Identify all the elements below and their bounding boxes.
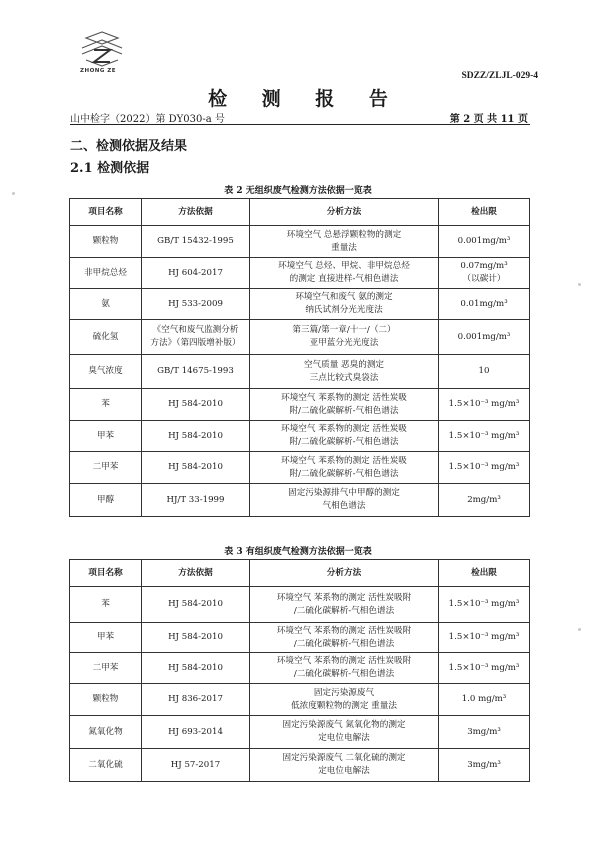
method-line: 环境空气 苯系物的测定 活性炭吸附: [276, 625, 412, 636]
method-basis: HJ 533-2009: [142, 289, 250, 320]
item-name: 颗粒物: [70, 226, 142, 258]
analysis-method: [250, 258, 439, 289]
subsection-heading: 2.1 检测依据: [70, 161, 150, 176]
item-name: 甲醇: [70, 484, 142, 517]
report-number: 山中检字（2022）第 DY030-a 号: [70, 114, 225, 125]
logo-text: ZHONG ZE: [80, 68, 117, 74]
method-line: 气相色谱法: [322, 501, 366, 511]
item-name: 苯: [70, 389, 142, 421]
table-row: [70, 421, 530, 452]
detection-limit: 1.5×10⁻³ mg/m³: [439, 623, 530, 653]
analysis-method: [250, 749, 439, 782]
table2-header-name: 项目名称: [70, 199, 142, 226]
method-basis: GB/T 15432-1995: [142, 226, 250, 258]
table3-caption: 表 3 有组织废气检测方法依据一览表: [224, 547, 372, 557]
detection-limit: 0.01mg/m³: [439, 289, 530, 320]
method-line: /二硫化碳解析-气相色谱法: [293, 638, 395, 649]
analysis-method: [250, 716, 439, 749]
basis-line: 《空气和废气监测分析: [152, 325, 239, 335]
method-basis: HJ 604-2017: [142, 258, 250, 289]
item-name: 非甲烷总烃: [70, 258, 142, 289]
method-line: 环境空气和废气 氨的测定: [295, 292, 393, 302]
page-title: 检 测 报 告: [208, 88, 402, 110]
method-basis: HJ 584-2010: [142, 389, 250, 421]
item-name: 臭气浓度: [70, 355, 142, 389]
method-line: 固定污染源废气 二氧化硫的测定: [282, 753, 406, 763]
table-row: [70, 355, 530, 389]
table-row: [70, 389, 530, 421]
method-line: 定电位电解法: [318, 733, 370, 743]
method-line: 纳氏试剂分光光度法: [305, 305, 383, 315]
analysis-method: [250, 226, 439, 258]
table-row: [70, 684, 530, 716]
method-line: 环境空气 总悬浮颗粒物的测定: [286, 229, 402, 240]
table3-header-method: 分析方法: [250, 560, 439, 587]
item-name: 颗粒物: [70, 684, 142, 716]
table-row: [70, 226, 530, 258]
method-line: 环境空气 苯系物的测定 活性炭吸: [281, 424, 407, 434]
method-line: /二硫化碳解析-气相色谱法: [293, 605, 395, 616]
method-line: /二硫化碳解析-气相色谱法: [293, 669, 395, 679]
analysis-method: [250, 320, 439, 355]
method-line: 环境空气 苯系物的测定 活性炭吸附: [276, 656, 412, 666]
header-divider: [70, 124, 530, 125]
table3-header-name: 项目名称: [70, 560, 142, 587]
detection-limit: 3mg/m³: [439, 716, 530, 749]
table-row: [70, 623, 530, 653]
limit-note: （以碳计）: [462, 274, 506, 284]
item-name: 甲苯: [70, 421, 142, 452]
item-name: 氮氧化物: [70, 716, 142, 749]
item-name: 二甲苯: [70, 653, 142, 684]
detection-limit: 1.5×10⁻³ mg/m³: [439, 452, 530, 484]
analysis-method: [250, 623, 439, 653]
table2-header-basis: 方法依据: [142, 199, 250, 226]
analysis-method: [250, 587, 439, 623]
limit-value: 0.07mg/m³: [460, 261, 508, 271]
table-row: [70, 716, 530, 749]
method-line: 低浓度颗粒物的测定 重量法: [291, 700, 397, 711]
method-line: 固定污染源排气中甲醇的测定: [288, 488, 400, 498]
analysis-method: [250, 355, 439, 389]
item-name: 二甲苯: [70, 452, 142, 484]
document-code: SDZZ/ZLJL-029-4: [461, 71, 538, 81]
detection-limit: 10: [439, 355, 530, 389]
analysis-method: [250, 289, 439, 320]
table-row: [70, 484, 530, 517]
detection-limit: 1.0 mg/m³: [439, 684, 530, 716]
analysis-method: [250, 484, 439, 517]
item-name: 二氧化硫: [70, 749, 142, 782]
method-line: 亚甲蓝分光光度法: [309, 338, 379, 348]
method-line: 三点比较式臭袋法: [309, 372, 379, 383]
table2-header-method: 分析方法: [250, 199, 439, 226]
detection-limit: 0.001mg/m³: [439, 320, 530, 355]
table3-header-basis: 方法依据: [142, 560, 250, 587]
method-line: 空气质量 恶臭的测定: [303, 359, 385, 370]
method-basis: HJ 57-2017: [142, 749, 250, 782]
method-basis: HJ 584-2010: [142, 587, 250, 623]
item-name: 甲苯: [70, 623, 142, 653]
table-row: [70, 258, 530, 289]
item-name: 氨: [70, 289, 142, 320]
analysis-method: [250, 684, 439, 716]
analysis-method: [250, 653, 439, 684]
table3: [69, 559, 530, 782]
method-basis: HJ 584-2010: [142, 623, 250, 653]
table2-caption: 表 2 无组织废气检测方法依据一览表: [224, 186, 372, 196]
method-line: 附/二硫化碳解析-气相色谱法: [289, 405, 399, 416]
analysis-method: [250, 389, 439, 421]
method-line: 附/二硫化碳解析-气相色谱法: [289, 468, 399, 479]
detection-limit: 0.001mg/m³: [439, 226, 530, 258]
analysis-method: [250, 421, 439, 452]
item-name: 硫化氢: [70, 320, 142, 355]
detection-limit: 1.5×10⁻³ mg/m³: [439, 653, 530, 684]
page-number: 第 2 页 共 11 页: [449, 114, 528, 125]
method-basis: HJ 693-2014: [142, 716, 250, 749]
analysis-method: [250, 452, 439, 484]
method-line: 环境空气 总烃、甲烷、非甲烷总烃: [278, 261, 410, 271]
table-row: [70, 320, 530, 355]
method-line: 定电位电解法: [318, 766, 370, 776]
table3-header-limit: 检出限: [439, 560, 530, 587]
detection-limit: 1.5×10⁻³ mg/m³: [439, 389, 530, 421]
detection-limit: 3mg/m³: [439, 749, 530, 782]
method-basis: [142, 320, 250, 355]
method-basis: HJ/T 33-1999: [142, 484, 250, 517]
scan-dot: [578, 628, 581, 631]
method-line: 环境空气 苯系物的测定 活性炭吸: [281, 455, 407, 466]
table-row: [70, 653, 530, 684]
detection-limit: 1.5×10⁻³ mg/m³: [439, 421, 530, 452]
table-row: [70, 452, 530, 484]
basis-line: 方法》（第四版增补版）: [150, 338, 241, 348]
detection-limit: [439, 258, 530, 289]
scan-dot: [578, 283, 581, 286]
method-line: 重量法: [331, 242, 357, 253]
method-basis: GB/T 14675-1993: [142, 355, 250, 389]
detection-limit: 2mg/m³: [439, 484, 530, 517]
method-line: 固定污染源废气 氮氧化物的测定: [282, 720, 406, 730]
method-line: 固定污染源废气: [313, 687, 375, 698]
method-basis: HJ 584-2010: [142, 653, 250, 684]
method-basis: HJ 836-2017: [142, 684, 250, 716]
method-basis: HJ 584-2010: [142, 452, 250, 484]
table2: [69, 198, 530, 517]
detection-limit: 1.5×10⁻³ mg/m³: [439, 587, 530, 623]
item-name: 苯: [70, 587, 142, 623]
section-heading: 二、检测依据及结果: [70, 139, 188, 154]
method-line: 环境空气 苯系物的测定 活性炭吸附: [276, 592, 412, 603]
table-row: [70, 587, 530, 623]
method-line: 环境空气 苯系物的测定 活性炭吸: [281, 392, 407, 403]
method-line: 附/二硫化碳解析-气相色谱法: [289, 437, 399, 447]
table-row: [70, 289, 530, 320]
table-row: [70, 749, 530, 782]
method-line: 的测定 直接进样-气相色谱法: [289, 274, 399, 284]
method-basis: HJ 584-2010: [142, 421, 250, 452]
table2-header-limit: 检出限: [439, 199, 530, 226]
method-line: 第三篇/第一章/十一/（二）: [292, 325, 396, 335]
